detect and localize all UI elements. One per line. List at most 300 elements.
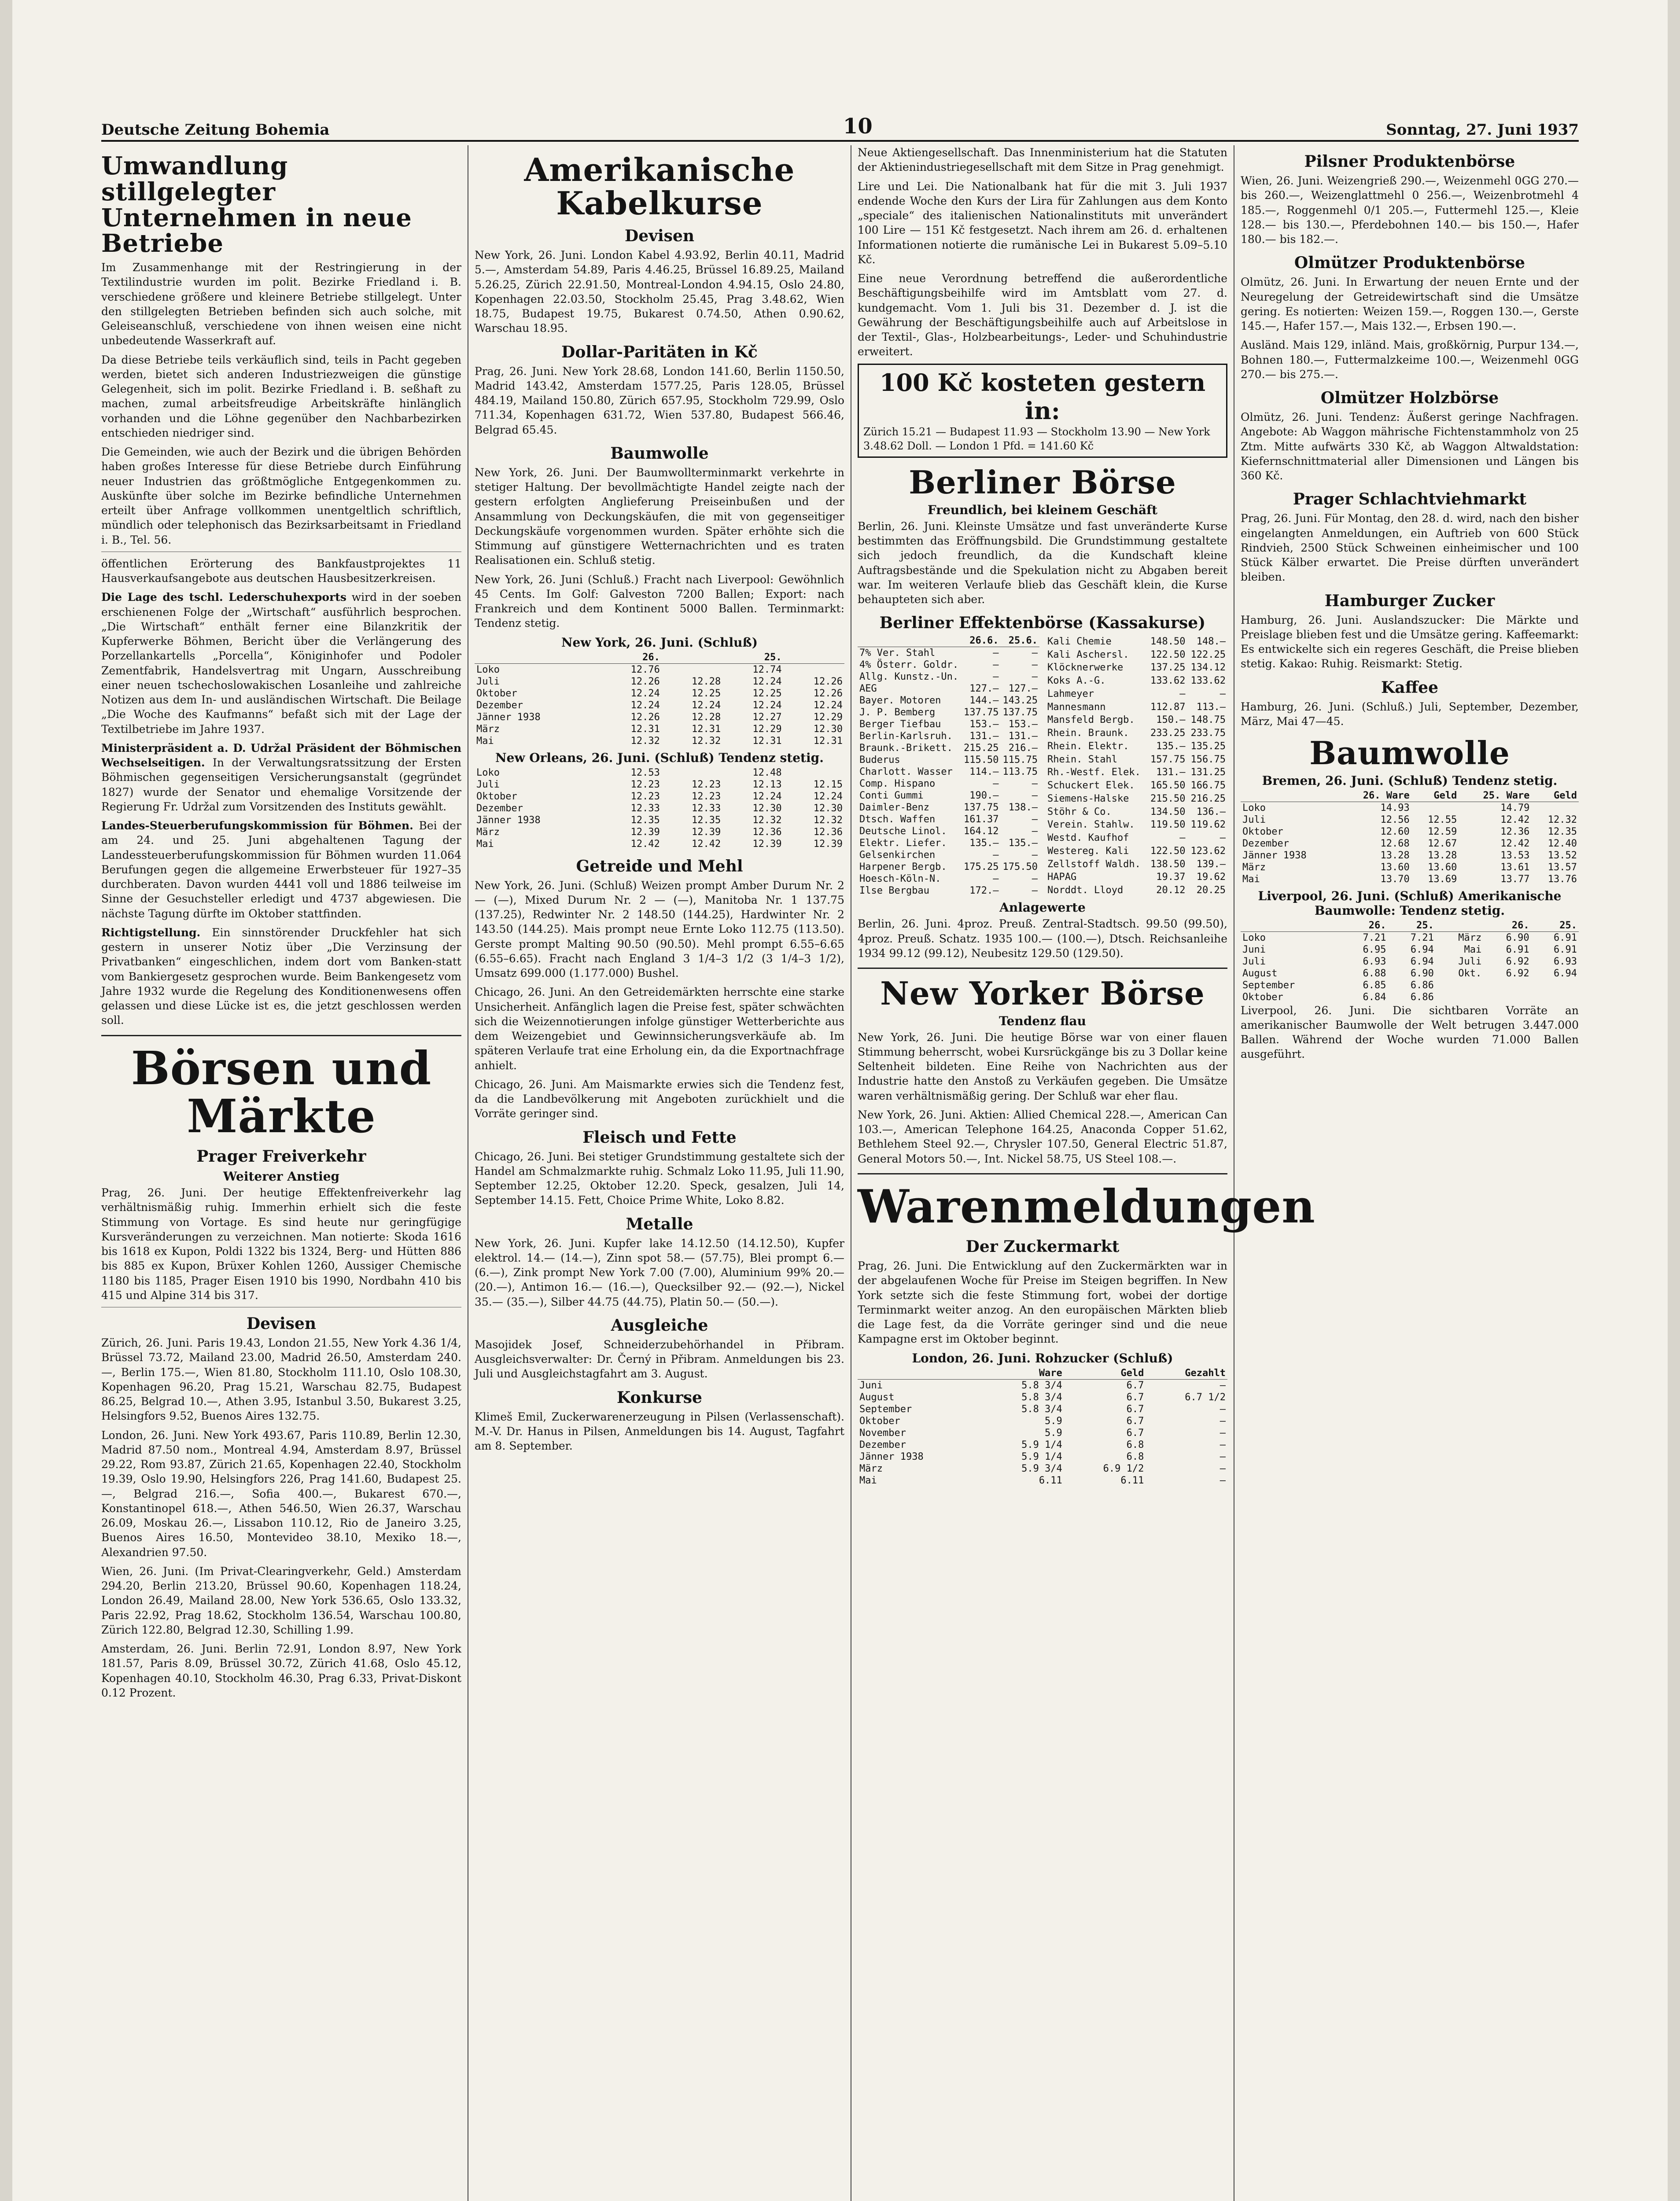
news-item-title: Landes-Steuerberufungskommission für Böhmen. — [101, 819, 413, 832]
table-cell: 12.28 — [691, 676, 721, 687]
table-cell: 138.— — [1008, 802, 1038, 813]
table-cell: 156.75 — [1190, 754, 1226, 765]
table-cell: 5.9 1/4 — [1021, 1451, 1062, 1462]
table-row — [858, 778, 1039, 790]
table-row — [1241, 861, 1579, 873]
table-cell: 20.25 — [1196, 885, 1226, 896]
table-cell: Oktober — [1242, 826, 1283, 837]
table-row — [858, 1403, 1227, 1415]
table-row — [858, 885, 1039, 897]
table-cell: 6.86 — [1410, 979, 1434, 991]
table-row — [1241, 931, 1579, 944]
table-cell: Rhein. Braunk. — [1047, 728, 1129, 739]
table-row — [1046, 884, 1227, 897]
table-cell: 6.88 — [1363, 968, 1386, 979]
table-cell: 12.76 — [630, 664, 660, 675]
table-cell: 5.9 1/4 — [1021, 1439, 1062, 1450]
table-cell: — — [993, 873, 999, 885]
table-cell: 12.24 — [752, 699, 782, 711]
market-report: Hamburg, 26. Juni. Auslandszucker: Die Märkte und Preislage blieben fest und die Umsätze gering. Kaffeemarkt: Es entwickelte sich ein regeres Geschäft, die Preise blieben stetig. Kakao: Ruhig. Reismarkt: Stetig. — [1241, 613, 1579, 670]
table-row — [858, 873, 1039, 885]
news-item: Eine neue Verordnung betreffend die außerordentliche Beschäftigungsbeihilfe wird im Amtsblatt vom 27. d. kundgemacht. Vom 1. Juli bis 31. Dezember d. J. ist die Gewährung der Beschäftigungsbeihilfe auch auf Arbeitslose in der Textil-, Glas-, Holzbearbeitungs-, Leder- und Schuhindustrie erweitert. — [858, 272, 1227, 358]
table-cell: 122.50 — [1150, 845, 1186, 857]
subsection-subtitle: Freundlich, bei kleinem Geschäft — [927, 502, 1158, 517]
table-row — [475, 826, 844, 838]
table-cell: 12.29 — [752, 723, 782, 735]
table-cell: 5.9 3/4 — [1021, 1463, 1062, 1474]
table-cell: 137.75 — [1002, 707, 1038, 718]
table-row — [858, 730, 1039, 742]
table-row — [1046, 779, 1227, 792]
table-cell: März — [476, 723, 500, 735]
table-cell: 137.75 — [963, 707, 999, 718]
table-cell: 12.24 — [813, 699, 843, 711]
table-cell: 5.8 3/4 — [1021, 1403, 1062, 1415]
table-cell: 20.12 — [1156, 885, 1186, 896]
table-cell: 6.7 — [1126, 1380, 1144, 1391]
table-cell: Berger Tiefbau — [859, 719, 941, 730]
table-header-cell — [1241, 920, 1340, 932]
article-paragraph: Die Gemeinden, wie auch der Bezirk und die übrigen Behörden haben großes Interesse für diese Betriebe durch Einführung neuer Industrien das größtmögliche Entgegenkommen zu. Auskünfte über solche im Bezirke befindliche Unternehmen erteilt über Anfrage vollkommen unentgeltlich schriftlich, mündlich oder telephonisch das Bezirksarbeitsamt in Friedland i. B., Tel. 56. — [101, 445, 461, 546]
table-row — [858, 813, 1039, 825]
exchange-box — [858, 364, 1227, 458]
table-row — [1241, 826, 1579, 838]
table-cell: 12.55 — [1428, 814, 1457, 825]
table-header-cell: Ware — [982, 1367, 1064, 1380]
table-row — [858, 647, 1039, 659]
table-row — [1241, 944, 1579, 956]
exchange-box-rates: Zürich 15.21 — Budapest 11.93 — Stockholm 13.90 — New York 3.48.62 Doll. — London 1 Pfd. = 141.60 Kč — [863, 425, 1210, 452]
market-report: Prag, 26. Juni. New York 28.68, London 141.60, Berlin 1150.50, Madrid 143.42, Amsterdam 1577.25, Paris 128.05, Brüssel 484.19, Mailand 150.80, Zürich 657.95, Stockholm 729.99, Oslo 711.34, Kopenhagen 631.72, Wien 537.80, Budapest 566.46, Belgrad 65.45. — [475, 364, 844, 436]
table-cell: Conti Gummi — [859, 790, 924, 802]
subsection-title: Devisen — [624, 227, 695, 246]
table-cell: — — [1032, 873, 1038, 885]
table-cell — [1436, 991, 1483, 1003]
section-headline: Börsen und Märkte — [131, 1041, 432, 1143]
market-report: New York, 26. Juni. (Schluß) Weizen prompt Amber Durum Nr. 2 — (—), Mixed Durum Nr. 2 — (—), Manitoba Nr. 1 137.75 (137.25), Redwinter Nr. 2 148.50 (144.25), Hardwinter Nr. 2 143.50 (144.25). Mais prompt neue Ernte Loko 112.75 (113.50). Gerste prompt Malting 90.50 (90.50). Mehl prompt 6.55–6.65 (6.55–6.65). Fracht nach England 3 1/4–3 1/2 (3 1/4–3 1/2), Umsatz 699.000 (1.177.000) Bushel. — [475, 879, 844, 980]
table-cell: 13.60 — [1380, 861, 1410, 873]
table-cell: 157.75 — [1150, 754, 1186, 765]
table-cell: 12.32 — [813, 814, 843, 826]
subsection-title: Getreide und Mehl — [576, 857, 743, 876]
table-cell: Norddt. Lloyd — [1047, 885, 1124, 896]
table-cell: 6.11 — [1039, 1475, 1062, 1486]
table-cell: 6.93 — [1363, 956, 1386, 967]
table-cell: Juli — [1242, 956, 1266, 967]
table-header-cell: 26. — [601, 651, 662, 664]
subsection-title: Hamburger Zucker — [1324, 591, 1495, 610]
table-cell: 136.— — [1196, 806, 1226, 817]
table-cell: 12.33 — [691, 802, 721, 814]
running-header — [101, 112, 1579, 139]
table-cell: 14.93 — [1380, 802, 1410, 813]
table-cell: 131.— — [1008, 731, 1038, 742]
table-row — [1046, 871, 1227, 884]
table-cell — [1436, 979, 1483, 991]
table-cell: 165.50 — [1150, 780, 1186, 791]
table-cell: Jänner 1938 — [476, 711, 541, 723]
table-row — [858, 861, 1039, 873]
table-cell: Dezember — [476, 802, 523, 814]
table-cell: 131.— — [1156, 767, 1186, 778]
table-cell: — — [1219, 1451, 1226, 1462]
table-cell: Koks A.-G. — [1047, 675, 1106, 686]
table-cell: Jänner 1938 — [859, 1451, 924, 1462]
table-cell: 172.— — [969, 885, 999, 897]
table-row — [1046, 635, 1227, 648]
market-report: Zürich, 26. Juni. Paris 19.43, London 21.55, New York 4.36 1/4, Brüssel 73.72, Mailand 23.00, Madrid 26.50, Amsterdam 240.—, Berlin 175.—, Wien 81.80, Stockholm 111.10, Oslo 108.30, Kopenhagen 96.20, Prag 15.21, Warschau 82.75, Budapest 86.25, Belgrad 10.—, Athen 3.95, Istanbul 3.50, Bukarest 3.25, Helsingfors 9.52, Buenos Aires 132.75. — [101, 1336, 461, 1423]
market-report: New York, 26. Juni. Die heutige Börse war von einer flauen Stimmung beherrscht, wobei Kursrückgänge bis zu 3 Dollar keine Seltenheit bildeten. Eine Reihe von Nachrichten aus der Industrie hatte den Anstoß zu Verkäufen gegeben. Die Umsätze waren verhältnismäßig gering. Der Schluß war eher flau. — [858, 1031, 1227, 1102]
table-row — [1046, 727, 1227, 740]
table-cell — [1483, 991, 1531, 1003]
table-cell: 119.50 — [1150, 819, 1186, 831]
table-cell: — — [1032, 778, 1038, 790]
table-row — [858, 695, 1039, 707]
table-cell: 6.90 — [1506, 932, 1529, 943]
table-row — [1241, 991, 1579, 1003]
table-row — [1241, 802, 1579, 814]
news-item-text: Ein sinnstörender Druckfehler hat sich gestern in unserer Notiz über „Die Verzinsung der Privatbanken“ eingeschlichen, indem dort vom Banken-statt vom Bankiergesetz gesprochen wurde. Beim Bankengesetz vom Jahre 1932 wurde die Regelung des Konditionenwesens offen gelassen und diese Lücke ist es, die jetzt geschlossen werden soll. — [101, 926, 461, 1027]
table-cell: 113.— — [1196, 701, 1226, 713]
table-cell: 133.62 — [1150, 675, 1186, 686]
table-row — [858, 790, 1039, 802]
table-cell: 12.32 — [630, 735, 660, 747]
table-cell — [1531, 991, 1579, 1003]
table-cell: — — [1219, 1475, 1226, 1486]
table-row — [1046, 700, 1227, 714]
table-cell — [1411, 802, 1459, 814]
table-cell: 12.24 — [691, 699, 721, 711]
table-cell: 12.27 — [752, 711, 782, 723]
table-row — [858, 683, 1039, 695]
table-row — [1241, 850, 1579, 861]
table-cell: 119.62 — [1190, 819, 1226, 831]
table-cell: 5.9 — [1045, 1415, 1062, 1427]
table-cell — [662, 767, 722, 779]
table-row — [1241, 814, 1579, 826]
table-cell: 14.79 — [1500, 802, 1530, 813]
market-report: Chicago, 26. Juni. An den Getreidemärkten herrschte eine starke Unsicherheit. Anfänglich lagen die Preise fest, später schwächten sich die Weizennotierungen infolge günstiger Wetterberichte aus dem Weizengebiet und Gewinnsicherungsverkäufe ab. Im späteren Verlaufe trat eine Erholung ein, da die Exportnachfrage anhielt. — [475, 986, 844, 1072]
table-header-cell — [1241, 790, 1339, 802]
table-cell: 6.7 — [1126, 1415, 1144, 1427]
page-number: 10 — [843, 114, 873, 139]
table-cell: Juli — [1242, 814, 1266, 825]
table-row — [1046, 818, 1227, 832]
table-cell: 137.75 — [963, 802, 999, 813]
table-cell: Klöcknerwerke — [1047, 662, 1124, 674]
market-report: Wien, 26. Juni. Weizengrieß 290.—, Weizenmehl 0GG 270.— bis 260.—, Weizenglattmehl 0 256.—, Weizenbrotmehl 4 185.—, Roggenmehl 0/1 205.—, Futtermehl 125.—, Kleie 128.— bis 130.—, Pferdebohnen 140.— bis 150.—, Hafer 180.— bis 182.—. — [1241, 174, 1579, 246]
table-cell: 233.75 — [1190, 728, 1226, 739]
table-row — [858, 659, 1039, 671]
table-cell: 127.— — [1008, 683, 1038, 695]
table-cell: 134.50 — [1150, 806, 1186, 817]
table-cell: AEG — [859, 683, 877, 695]
table-cell: 6.95 — [1363, 944, 1386, 955]
table-cell: 6.92 — [1506, 968, 1529, 979]
market-report: Liverpool, 26. Juni. Die sichtbaren Vorräte an amerikanischer Baumwolle der Welt betrugen 3.447.000 Ballen. Während der Woche wurden 71.000 Ballen ausgeführt. — [1241, 1004, 1579, 1061]
table-cell: Dtsch. Waffen — [859, 814, 936, 825]
legal-notice: Masojidek Josef, Schneiderzubehörhandel in Přibram. Ausgleichsverwalter: Dr. Černý in Přibram. Anmeldungen bis 23. Juli und Ausgleichstagfahrt am 3. August. — [475, 1338, 844, 1380]
effekt-table-b — [1046, 635, 1227, 897]
table-cell: 13.69 — [1428, 873, 1457, 885]
table-cell: Juni — [1242, 944, 1266, 955]
table-cell: Gelsenkirchen — [859, 850, 936, 861]
table-cell: 114.— — [969, 766, 999, 778]
table-cell: 12.36 — [813, 826, 843, 838]
table-row — [475, 838, 844, 850]
market-report: New York, 26. Juni (Schluß.) Fracht nach Liverpool: Gewöhnlich 45 Cents. Im Golf: Galveston 7200 Ballen; Export: nach Frankreich und dem Kontinent 5000 Ballen. Terminmarkt: Tendenz stetig. — [475, 573, 844, 630]
table-row — [858, 1463, 1227, 1475]
table-row — [858, 837, 1039, 849]
table-cell: 12.31 — [630, 723, 660, 735]
table-cell: Zellstoff Waldh. — [1047, 858, 1141, 870]
column-4 — [1241, 145, 1579, 2201]
table-cell: 12.40 — [1547, 838, 1577, 849]
table-cell: 6.93 — [1554, 956, 1577, 967]
market-report: New York, 26. Juni. Aktien: Allied Chemical 228.—, American Can 103.—, American Telephone 164.25, Anaconda Copper 51.62, Bethlehem Steel 92.—, Chrysler 107.50, General Electric 51.87, General Motors 50.—, Int. Nickel 58.75, US Steel 108.—. — [858, 1108, 1227, 1165]
table-cell: 19.62 — [1196, 872, 1226, 883]
table-cell: Verein. Stahlw. — [1047, 819, 1135, 831]
table-cell: 6.92 — [1506, 956, 1529, 967]
table-cell: 19.37 — [1156, 872, 1186, 883]
legal-notice: Klimeš Emil, Zuckerwarenerzeugung in Pilsen (Verlassenschaft). M.-V. Dr. Hanus in Pilsen, Anmeldungen bis 14. August, Tagfahrt am 8. September. — [475, 1410, 844, 1453]
table-cell: Loko — [476, 664, 500, 675]
cotton-table-newyork — [475, 651, 844, 747]
table-header-cell — [662, 651, 722, 664]
table-cell: August — [859, 1391, 895, 1403]
table-row — [1046, 805, 1227, 818]
table-row — [858, 1427, 1227, 1439]
market-report: Hamburg, 26. Juni. (Schluß.) Juli, September, Dezember, März, Mai 47—45. — [1241, 700, 1579, 728]
subsection-title: Dollar-Paritäten in Kč — [561, 342, 758, 361]
table-cell — [1483, 979, 1531, 991]
table-cell: 139.— — [1196, 858, 1226, 870]
table-cell: — — [1179, 688, 1186, 699]
table-header-cell: 25. — [1388, 920, 1435, 932]
table-row — [858, 849, 1039, 861]
market-report: Olmütz, 26. Juni. Tendenz: Äußerst geringe Nachfragen. Angebote: Ab Waggon mährische Fichtenstammholz von 25 Ztm. Mitte aufwärts 330 Kč, ab Waggon Altwaldstation: Kiefernschnittmaterial aller Dimensionen und Längen bis 360 Kč. — [1241, 411, 1579, 482]
table-header-cell: 26. Ware — [1339, 790, 1411, 802]
table-cell: 13.70 — [1380, 873, 1410, 885]
table-cell: 137.25 — [1150, 662, 1186, 674]
table-row — [1046, 766, 1227, 779]
table-cell: 13.60 — [1428, 861, 1457, 873]
table-cell: Mai — [1242, 873, 1260, 885]
table-cell: Rh.-Westf. Elek. — [1047, 767, 1141, 778]
table-row — [1046, 792, 1227, 805]
table-cell: 12.23 — [630, 779, 660, 790]
table-cell: — — [1219, 1403, 1226, 1415]
table-cell: 6.9 1/2 — [1103, 1463, 1144, 1474]
table-cell: Harpener Bergb. — [859, 861, 947, 873]
subsection-title: Fleisch und Fette — [582, 1128, 737, 1147]
news-item-title: Ministerpräsident a. D. Udržal Präsident der Böhmischen Wechselseitigen. — [101, 741, 461, 769]
subsection-title: Olmützer Holzbörse — [1320, 389, 1499, 407]
table-cell: — — [1032, 850, 1038, 861]
article-paragraph: Im Zusammenhange mit der Restringierung in der Textilindustrie wurden im polit. Bezirke Friedland i. B. verschiedene größere und kleinere Betriebe stillgelegt. Unter den stillgelegten Betrieben befinden sich auch solche, mit Geleiseanschluß, verschiedene von ihnen weisen eine nicht unbedeutende Wasserkraft auf. — [101, 261, 461, 347]
table-cell: 12.39 — [752, 838, 782, 850]
table-cell: HAPAG — [1047, 872, 1077, 883]
table-cell: 12.24 — [752, 676, 782, 687]
table-cell: 12.42 — [630, 838, 660, 850]
table-cell: 6.7 — [1126, 1403, 1144, 1415]
table-header-cell: Gezahlt — [1146, 1367, 1227, 1380]
table-cell: 150.— — [1156, 714, 1186, 726]
table-cell: Braunk.-Brikett. — [859, 743, 953, 754]
table-header-cell — [858, 635, 962, 647]
table-row — [475, 699, 844, 711]
table-cell: — — [1032, 648, 1038, 659]
table-cell: 148.50 — [1150, 636, 1186, 647]
table-caption: Liverpool, 26. Juni. (Schluß) Amerikanische Baumwolle: Tendenz stetig. — [1258, 888, 1562, 918]
table-row — [475, 711, 844, 723]
subsection-subtitle: Tendenz flau — [998, 1013, 1087, 1028]
table-cell: 12.42 — [691, 838, 721, 850]
table-cell: 12.42 — [1500, 814, 1530, 825]
table-cell: 6.91 — [1554, 944, 1577, 955]
table-cell: 12.32 — [691, 735, 721, 747]
subsection-title: Baumwolle — [610, 444, 709, 463]
table-cell: 123.62 — [1190, 845, 1226, 857]
article-headline: Umwandlung stillgelegter Unternehmen in neue Betriebe — [101, 151, 412, 258]
table-row — [1046, 674, 1227, 688]
table-row — [1046, 661, 1227, 674]
table-cell: — — [1032, 790, 1038, 802]
table-row — [858, 718, 1039, 730]
table-header-cell: Geld — [1531, 790, 1579, 802]
table-cell: 12.13 — [752, 779, 782, 790]
table-cell: Oktober — [476, 791, 517, 802]
market-report: Berlin, 26. Juni. Kleinste Umsätze und fast unveränderte Kurse bestimmten das Eröffnungsbild. Die Grundstimmung gestaltete sich jedoch freundlich, da die Kundschaft kleine Auftragsbestände und die Spekulation nicht zu Abgaben bereit war. Im weiteren Verlaufe blieb das Geschäft klein, die Kurse behaupteten sich aber. — [858, 519, 1227, 606]
table-cell: 12.35 — [630, 814, 660, 826]
table-header-cell — [784, 651, 844, 664]
table-row — [1241, 838, 1579, 850]
table-row — [475, 676, 844, 688]
table-row — [858, 825, 1039, 837]
table-row — [475, 723, 844, 735]
table-cell: — — [1219, 1415, 1226, 1427]
table-cell: Rhein. Stahl — [1047, 754, 1117, 765]
table-cell: Schuckert Elek. — [1047, 780, 1135, 791]
table-cell: — — [1219, 1380, 1226, 1391]
table-cell: 113.75 — [1002, 766, 1038, 778]
table-cell: 12.31 — [813, 735, 843, 747]
subsection-title: Metalle — [626, 1215, 693, 1233]
table-cell: 216.— — [1008, 743, 1038, 754]
table-cell: — — [1219, 1463, 1226, 1474]
table-caption: Bremen, 26. Juni. (Schluß) Tendenz stetig. — [1262, 773, 1558, 788]
table-cell: März — [1242, 861, 1266, 873]
table-cell: 127.— — [969, 683, 999, 695]
subsection-title: Konkurse — [617, 1388, 702, 1407]
table-row — [858, 742, 1039, 754]
article-paragraph: öffentlichen Erörterung des Bankfaustprojektes 11 Hausverkaufsangebote aus deutschen Hausbesitzerkreisen. — [101, 557, 461, 585]
table-cell: 6.94 — [1554, 968, 1577, 979]
table-header-cell: 26. — [1340, 920, 1388, 932]
table-cell: 6.84 — [1363, 991, 1386, 1003]
table-cell: Jänner 1938 — [1242, 850, 1307, 861]
table-cell: 6.8 — [1126, 1439, 1144, 1450]
table-cell: 12.32 — [752, 814, 782, 826]
table-cell: 12.24 — [813, 791, 843, 802]
table-cell: Loko — [476, 767, 500, 778]
table-cell: 6.7 — [1126, 1391, 1144, 1403]
table-cell: 12.53 — [630, 767, 660, 778]
table-cell: 12.39 — [630, 826, 660, 838]
table-cell: 12.35 — [1547, 826, 1577, 837]
table-cell: 134.12 — [1190, 662, 1226, 674]
table-cell: 133.62 — [1190, 675, 1226, 686]
section-headline: New Yorker Börse — [880, 975, 1205, 1012]
table-cell: Loko — [1242, 932, 1266, 943]
table-row — [1241, 956, 1579, 968]
news-item-text: wird in der soeben erschienenen Folge der „Wirtschaft“ ausführlich besprochen. „Die Wirtschaft“ enthält ferner eine Bilanzkritik der Kupferwerke Böhmen, Bericht über die Verlängerung des Porzellankartells „Porcella“, Königinhofer und Podoler Zementfabrik, Handelsvertrag mit Ungarn, Ausschreibung einer neuen tschechoslowakischen Losanleihe und zahlreiche Notizen aus dem In- und ausländischen Wirtschaft. Die Beilage „Die Woche des Kaufmanns“ befaßt sich mit der Lage der Textilbetriebe im Jahre 1937. — [101, 591, 461, 736]
sugar-table-london — [858, 1367, 1227, 1487]
table-cell: Elektr. Liefer. — [859, 838, 947, 849]
column-2 — [475, 145, 844, 2201]
table-cell: 12.26 — [813, 688, 843, 699]
table-cell: Deutsche Linol. — [859, 826, 947, 837]
table-cell: 12.31 — [691, 723, 721, 735]
section-rule — [858, 1173, 1227, 1174]
table-cell: 12.26 — [630, 711, 660, 723]
table-cell: 12.26 — [630, 676, 660, 687]
table-header-cell: 26. — [1483, 920, 1531, 932]
table-row — [1241, 979, 1579, 991]
table-cell: 13.28 — [1428, 850, 1457, 861]
table-cell: Dezember — [1242, 838, 1289, 849]
subsection-title: Devisen — [246, 1314, 317, 1333]
table-cell: 135.— — [1156, 740, 1186, 752]
subsection-title: Berliner Effektenbörse (Kassakurse) — [879, 614, 1206, 633]
table-cell: November — [859, 1427, 906, 1439]
table-cell: 12.24 — [630, 688, 660, 699]
subsection-title: Kaffee — [1381, 678, 1438, 697]
table-cell — [1531, 979, 1579, 991]
table-header-cell: 25. Ware — [1459, 790, 1531, 802]
scan-margin-right — [1668, 0, 1680, 2201]
section-rule — [101, 1035, 461, 1036]
news-item-text: Bei der am 24. und 25. Juni abgehaltenen Tagung der Landessteuerberufungskommission für Böhmen wurden 11.064 Berufungen gegen die allgemeine Erwerbsteuer für 1927–35 durchberaten. Davon wurden 4441 voll und 1886 teilweise im Sinne der Gesuchsteller erledigt und 4737 abgewiesen. Die nächste Tagung dürfte im Oktober stattfinden. — [101, 819, 462, 920]
table-cell: September — [859, 1403, 912, 1415]
table-cell: Westd. Kaufhof — [1047, 832, 1129, 843]
table-cell: 115.50 — [963, 755, 999, 766]
table-cell: 12.25 — [752, 688, 782, 699]
table-cell: 12.68 — [1380, 838, 1410, 849]
table-cell: 112.87 — [1150, 701, 1186, 713]
table-cell: Mansfeld Bergb. — [1047, 714, 1135, 726]
table-cell: — — [1032, 814, 1038, 825]
table-cell: 138.50 — [1150, 858, 1186, 870]
table-cell: September — [1242, 979, 1295, 991]
table-cell: 215.50 — [1150, 793, 1186, 804]
news-item-title: Die Lage des tschl. Lederschuhexports — [101, 591, 346, 604]
table-cell: 5.8 3/4 — [1021, 1380, 1062, 1391]
cotton-table-bremen — [1241, 790, 1579, 885]
table-cell: 12.39 — [691, 826, 721, 838]
news-item — [101, 818, 461, 921]
table-cell: 12.31 — [752, 735, 782, 747]
table-cell: Juni — [859, 1380, 883, 1391]
table-cell: — — [1032, 826, 1038, 837]
table-cell: — — [1032, 671, 1038, 683]
table-cell: 233.25 — [1150, 728, 1186, 739]
table-cell: 7% Ver. Stahl — [859, 648, 936, 659]
table-cell: 13.53 — [1500, 850, 1530, 861]
table-cell: 12.74 — [752, 664, 782, 675]
table-cell: 144.— — [969, 695, 999, 707]
table-cell: Loko — [1242, 802, 1266, 813]
